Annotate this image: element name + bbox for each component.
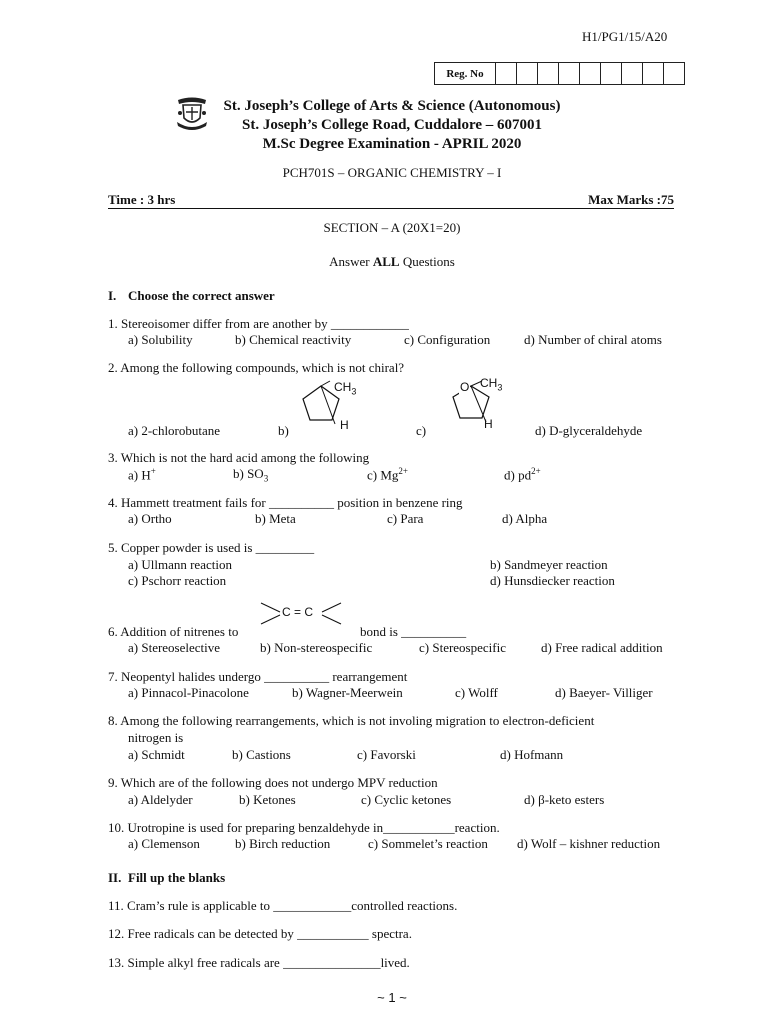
alkene-label: C = C [282,605,314,619]
question-8-stem: 8. Among the following rearrangements, which is not involing migration to electron-deficient [108,713,595,728]
reg-no-cell [643,63,664,84]
question-2-ch3-label-c: $CH_3$ [480,376,503,393]
question-13: 13. Simple alkyl free radicals are _______________lived. [108,955,410,970]
part-1-number: I. [108,288,117,303]
exam-time: Time : 3 hrs [108,192,176,207]
question-11: 11. Cram’s rule is applicable to ____________controlled reactions. [108,898,458,913]
question-6-option-a: a) Stereoselective [128,640,221,655]
question-2-o-label-c: O [460,380,470,394]
question-2-option-b: b) [278,423,289,438]
reg-no-box [434,62,685,85]
question-3-option-c: c) $Mg^{2+}$ [367,466,408,483]
header-divider [108,208,674,209]
question-9-stem: 9. Which are of the following does not undergo MPV reduction [108,775,438,790]
question-5-stem: 5. Copper powder is used is _________ [108,540,315,555]
question-1-option-a: a) Solubility [128,332,193,347]
question-2-option-d: d) D-glyceraldehyde [535,423,643,438]
question-6-stem: 6. Addition of nitrenes to [108,624,239,639]
question-12: 12. Free radicals can be detected by ___________ spectra. [108,926,412,941]
reg-no-cell [559,63,580,84]
question-1-stem: 1. Stereoisomer differ from are another by ____________ [108,316,409,331]
reg-no-cell [580,63,601,84]
question-6-stem-end: bond is __________ [360,624,467,639]
reg-no-label: Reg. No [435,63,496,84]
question-5-option-a: a) Ullmann reaction [128,557,232,572]
question-8-option-b: b) Castions [232,747,291,762]
question-9-option-d: d) β-keto esters [524,792,605,807]
question-8-stem-line2: nitrogen is [128,730,184,745]
question-1-option-d: d) Number of chiral atoms [524,332,662,347]
question-2-ch3-label-b: $CH_3$ [334,380,357,397]
question-7-option-b: b) Wagner-Meerwein [292,685,403,700]
question-7-stem: 7. Neopentyl halides undergo __________ rearrangement [108,669,408,684]
question-2-option-c: c) [416,423,427,438]
question-3-option-b: b) $SO_3$ [233,466,269,484]
question-4-option-d: d) Alpha [502,511,548,526]
reg-no-cell [601,63,622,84]
max-marks: Max Marks :75 [588,192,674,207]
question-2-option-a: a) 2-chlorobutane [128,423,221,438]
reg-no-cell [496,63,517,84]
question-9-option-c: c) Cyclic ketones [361,792,452,807]
part-2-number: II. [108,870,122,885]
question-5-option-b: b) Sandmeyer reaction [490,557,608,572]
course-title: PCH701S – ORGANIC CHEMISTRY – I [282,165,502,180]
question-1-option-c: c) Configuration [404,332,491,347]
question-2-h-label-b: H [340,418,349,432]
question-10-option-c: c) Sommelet’s reaction [368,836,488,851]
reg-no-cell [622,63,643,84]
part-1-title: Choose the correct answer [128,288,275,303]
college-address: St. Joseph’s College Road, Cuddalore – 607001 [241,117,543,133]
question-6-option-b: b) Non-stereospecific [260,640,373,655]
question-4-option-a: a) Ortho [128,511,172,526]
question-9-option-b: b) Ketones [239,792,296,807]
question-8-option-d: d) Hofmann [500,747,564,762]
question-5-option-c: c) Pschorr reaction [128,573,227,588]
question-5-option-d: d) Hunsdiecker reaction [490,573,615,588]
question-8-option-c: c) Favorski [357,747,416,762]
reg-no-cell [664,63,684,84]
question-3-stem: 3. Which is not the hard acid among the following [108,450,370,465]
exam-title: M.Sc Degree Examination - APRIL 2020 [262,136,522,152]
question-10-option-a: a) Clemenson [128,836,200,851]
reg-no-cell [538,63,559,84]
question-4-option-c: c) Para [387,511,424,526]
question-8-option-a: a) Schmidt [128,747,185,762]
question-7-option-d: d) Baeyer- Villiger [555,685,653,700]
section-title: SECTION – A (20X1=20) [323,220,461,235]
question-10-option-d: d) Wolf – kishner reduction [517,836,661,851]
question-3-option-a: a) H+ [128,466,156,483]
question-9-option-a: a) Aldelyder [128,792,193,807]
instruction: Answer ALL Questions [329,254,455,269]
question-4-option-b: b) Meta [255,511,296,526]
question-1-option-b: b) Chemical reactivity [235,332,352,347]
question-4-stem: 4. Hammett treatment fails for __________ position in benzene ring [108,495,463,510]
question-2-stem: 2. Among the following compounds, which is not chiral? [108,360,405,375]
question-2-h-label-c: H [484,417,493,431]
question-7-option-c: c) Wolff [455,685,498,700]
reg-no-cell [517,63,538,84]
question-7-option-a: a) Pinnacol-Pinacolone [128,685,249,700]
page-number: ~ 1 ~ [377,990,407,1005]
college-name: St. Joseph’s College of Arts & Science (Autonomous) [223,98,561,114]
question-10-option-b: b) Birch reduction [235,836,331,851]
question-3-option-d: d) $pd^{2+}$ [504,466,541,483]
part-2-title: Fill up the blanks [128,870,226,885]
paper-code: H1/PG1/15/A20 [582,29,668,44]
question-6-option-d: d) Free radical addition [541,640,663,655]
question-10-stem: 10. Urotropine is used for preparing benzaldehyde in___________reaction. [108,820,500,835]
question-6-option-c: c) Stereospecific [419,640,506,655]
